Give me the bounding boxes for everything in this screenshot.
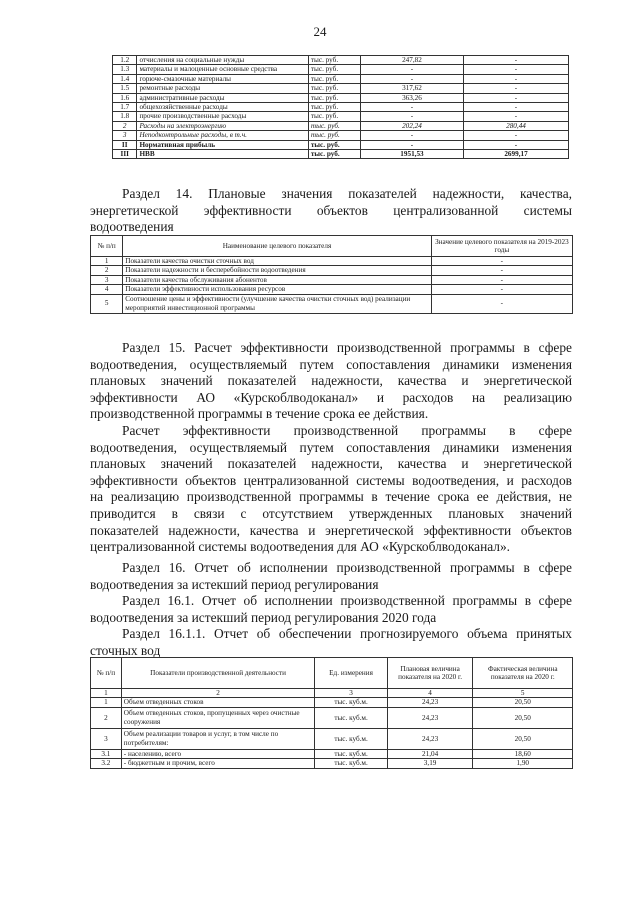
table-row [91, 707, 573, 728]
cell-name: - бюджетным и прочим, всего [121, 759, 315, 768]
cell-num: 2 [91, 266, 123, 275]
cell-v2: - [463, 93, 568, 102]
cell-v2: 280,44 [463, 121, 568, 130]
cell-name: Объем отведенных стоков, пропущенных через очистные сооружения [121, 707, 315, 728]
cell-name: Показатели качества обслуживания абонентов [123, 275, 432, 284]
numbering-row [91, 689, 573, 698]
cell-num: 1 [91, 698, 122, 707]
header-fact: Фактическая величина показателя на 2020 г. [473, 658, 573, 689]
cell-value: - [431, 266, 572, 275]
col-number: 1 [91, 689, 122, 698]
cell-num: 1.3 [113, 65, 137, 74]
cell-num: 3.2 [91, 759, 122, 768]
wastewater-volume-table [90, 657, 573, 769]
table-row [91, 759, 573, 768]
section-14-line: водоотведения [90, 219, 174, 235]
cell-plan: 24,23 [387, 707, 473, 728]
section-14-line: Раздел 14. Плановые значения показателей надежности, качества, [122, 186, 572, 201]
cell-fact: 1,90 [473, 759, 573, 768]
cell-name: ремонтные расходы [137, 84, 308, 93]
header-name: Показатели производственной деятельности [121, 658, 315, 689]
cell-num: 1.4 [113, 74, 137, 83]
cell-num: 1.6 [113, 93, 137, 102]
section-16-line: сточных вод [90, 642, 161, 658]
cell-name: общехозяйственные расходы [137, 103, 308, 112]
cell-num: 3 [113, 131, 137, 140]
cell-name: - населению, всего [121, 749, 315, 758]
cell-unit: тыс. руб. [308, 140, 360, 149]
section-15-line: производственной программы в течение срока ее действия. [90, 406, 429, 422]
header-plan: Плановая величина показателя на 2020 г. [387, 658, 473, 689]
section-16-line: Раздел 16.1. Отчет об исполнении производственной программы в сфере [122, 593, 572, 609]
cell-name: Показатели качества очистки сточных вод [123, 257, 432, 266]
table-row [91, 257, 573, 266]
table-row [91, 275, 573, 284]
cell-num: 1.5 [113, 84, 137, 93]
table-row [113, 121, 569, 130]
header-name: Наименование целевого показателя [123, 236, 432, 257]
cell-unit: тыс. куб.м. [315, 749, 387, 758]
table-row [91, 749, 573, 758]
table-row [91, 698, 573, 707]
cell-v2: - [463, 74, 568, 83]
section-15-line: Раздел 15. Расчет эффективности производственной программы в сфере [122, 340, 572, 355]
cell-name: Показатели эффективности использования ресурсов [123, 285, 432, 294]
cell-num: 1.2 [113, 56, 137, 65]
table-header-row [91, 658, 573, 689]
page-number: 24 [313, 24, 327, 39]
cell-v1: - [360, 103, 463, 112]
header-value: Значение целевого показателя на 2019-2023 годы [431, 236, 572, 257]
cell-v1: 202,24 [360, 121, 463, 130]
cell-v1: - [360, 112, 463, 121]
cell-plan: 24,23 [387, 728, 473, 749]
cell-num: 2 [91, 707, 122, 728]
cell-num: 3 [91, 275, 123, 284]
col-number: 5 [473, 689, 573, 698]
cell-v2: - [463, 84, 568, 93]
cell-v1: 317,62 [360, 84, 463, 93]
cell-unit: тыс. руб. [308, 112, 360, 121]
table-row [91, 294, 573, 313]
cell-unit: тыс. куб.м. [315, 759, 387, 768]
cell-unit: тыс. руб. [308, 121, 360, 130]
cell-unit: тыс. куб.м. [315, 728, 387, 749]
section-15-line: на реализацию производственной программы в течение срока ее действия, не [90, 489, 572, 505]
cell-value: - [431, 257, 572, 266]
cell-unit: тыс. руб. [308, 150, 360, 159]
cell-num: 1.7 [113, 103, 137, 112]
cell-unit: тыс. куб.м. [315, 698, 387, 707]
section-15-line: эффективности АО «Курскоблводоканал» и расходов на реализацию [90, 389, 572, 405]
cell-v2: 2699,17 [463, 150, 568, 159]
cell-name: Показатели надежности и бесперебойности водоотведения [123, 266, 432, 275]
cell-v2: - [463, 56, 568, 65]
cell-v2: - [463, 112, 568, 121]
cell-num: 1 [91, 257, 123, 266]
section-16-text [90, 560, 572, 660]
cell-unit: тыс. руб. [308, 103, 360, 112]
header-unit: Ед. измерения [315, 658, 387, 689]
cell-name: Объем отведенных стоков [121, 698, 315, 707]
table-row [113, 103, 569, 112]
cell-v1: 247,82 [360, 56, 463, 65]
table-row [113, 93, 569, 102]
cell-unit: тыс. руб. [308, 93, 360, 102]
table-row [113, 84, 569, 93]
cell-name: НВВ [137, 150, 308, 159]
cell-v1: - [360, 131, 463, 140]
section-16-line: водоотведения за истекший период регулирования [90, 576, 379, 592]
cell-name: отчисления на социальные нужды [137, 56, 308, 65]
section-15-text [90, 340, 572, 556]
cell-name: Расходы на электроэнергию [137, 121, 308, 130]
section-14-heading [90, 186, 572, 236]
table-row [113, 150, 569, 159]
cell-v2: - [463, 131, 568, 140]
table-row [91, 266, 573, 275]
cell-name: прочие производственные расходы [137, 112, 308, 121]
section-14-line: энергетической эффективности объектов централизованной системы [90, 202, 572, 218]
cell-fact: 20,50 [473, 698, 573, 707]
table-row [91, 285, 573, 294]
cell-name: Нормативная прибыль [137, 140, 308, 149]
cell-num: 1.8 [113, 112, 137, 121]
cell-num: 3 [91, 728, 122, 749]
col-number: 4 [387, 689, 473, 698]
header-num: № п/п [91, 658, 122, 689]
table-row [113, 56, 569, 65]
cell-unit: тыс. руб. [308, 84, 360, 93]
cell-unit: тыс. куб.м. [315, 707, 387, 728]
section-15-line: водоотведения, осуществляемый путем сопоставления динамики изменения [90, 439, 572, 455]
section-16-line: Раздел 16. Отчет об исполнении производственной программы в сфере [122, 560, 572, 575]
cell-v1: - [360, 140, 463, 149]
cell-fact: 20,50 [473, 707, 573, 728]
cell-num: 2 [113, 121, 137, 130]
section-15-line: водоотведения, осуществляемый путем сопоставления динамики изменения [90, 356, 572, 372]
cell-value: - [431, 275, 572, 284]
cell-plan: 21,04 [387, 749, 473, 758]
header-num: № п/п [91, 236, 123, 257]
cell-num: 3.1 [91, 749, 122, 758]
cell-name: Неподконтрольные расходы, в т.ч. [137, 131, 308, 140]
cell-num: 5 [91, 294, 123, 313]
table-header-row [91, 236, 573, 257]
section-15-line: плановых значений показателей надежности, качества и энергетической [90, 456, 572, 472]
table-row [113, 112, 569, 121]
cell-num: III [113, 150, 137, 159]
cell-name: Соотношение цены и эффективности (улучшение качества очистки сточных вод) реализации мероприятий инвестиционной программы [123, 294, 432, 313]
col-number: 3 [315, 689, 387, 698]
cell-v1: - [360, 74, 463, 83]
section-15-line: приводится в связи с отсутствием утвержденных плановых значений [90, 505, 572, 521]
target-indicators-table [90, 235, 573, 314]
section-15-line: Расчет эффективности производственной программы в сфере [122, 422, 572, 438]
cell-num: 4 [91, 285, 123, 294]
cost-table [112, 55, 569, 159]
table-row [91, 728, 573, 749]
cell-name: материалы и малоценные основные средства [137, 65, 308, 74]
cell-unit: тыс. руб. [308, 65, 360, 74]
cell-name: Объем реализации товаров и услуг, в том числе по потребителям: [121, 728, 315, 749]
cell-unit: тыс. руб. [308, 56, 360, 65]
section-15-line: показателей надежности, качества и энергетической эффективности объектов [90, 522, 572, 538]
table-row [113, 65, 569, 74]
cell-v2: - [463, 65, 568, 74]
cell-v1: 1951,53 [360, 150, 463, 159]
table-row [113, 131, 569, 140]
cell-value: - [431, 285, 572, 294]
section-15-line: плановых значений показателей надежности, качества и энергетической [90, 373, 572, 389]
cell-v1: 363,26 [360, 93, 463, 102]
table-row [113, 140, 569, 149]
cell-plan: 24,23 [387, 698, 473, 707]
cell-fact: 18,60 [473, 749, 573, 758]
col-number: 2 [121, 689, 315, 698]
section-16-line: водоотведения за истекший период регулирования 2020 года [90, 609, 437, 625]
section-15-line: централизованной системы водоотведения для АО «Курскоблводоканал». [90, 539, 511, 555]
cell-value: - [431, 294, 572, 313]
cell-v2: - [463, 103, 568, 112]
cell-name: административные расходы [137, 93, 308, 102]
cell-num: II [113, 140, 137, 149]
cell-name: горюче-смазочные материалы [137, 74, 308, 83]
cell-fact: 20,50 [473, 728, 573, 749]
cell-unit: тыс. руб. [308, 74, 360, 83]
cell-v2: - [463, 140, 568, 149]
cell-unit: тыс. руб. [308, 131, 360, 140]
cell-plan: 3,19 [387, 759, 473, 768]
section-15-line: эффективности объектов централизованной системы водоотведения, и расходов [90, 472, 572, 488]
cell-v1: - [360, 65, 463, 74]
table-row [113, 74, 569, 83]
section-16-line: Раздел 16.1.1. Отчет об обеспечении прогнозируемого объема принятых [122, 626, 572, 642]
